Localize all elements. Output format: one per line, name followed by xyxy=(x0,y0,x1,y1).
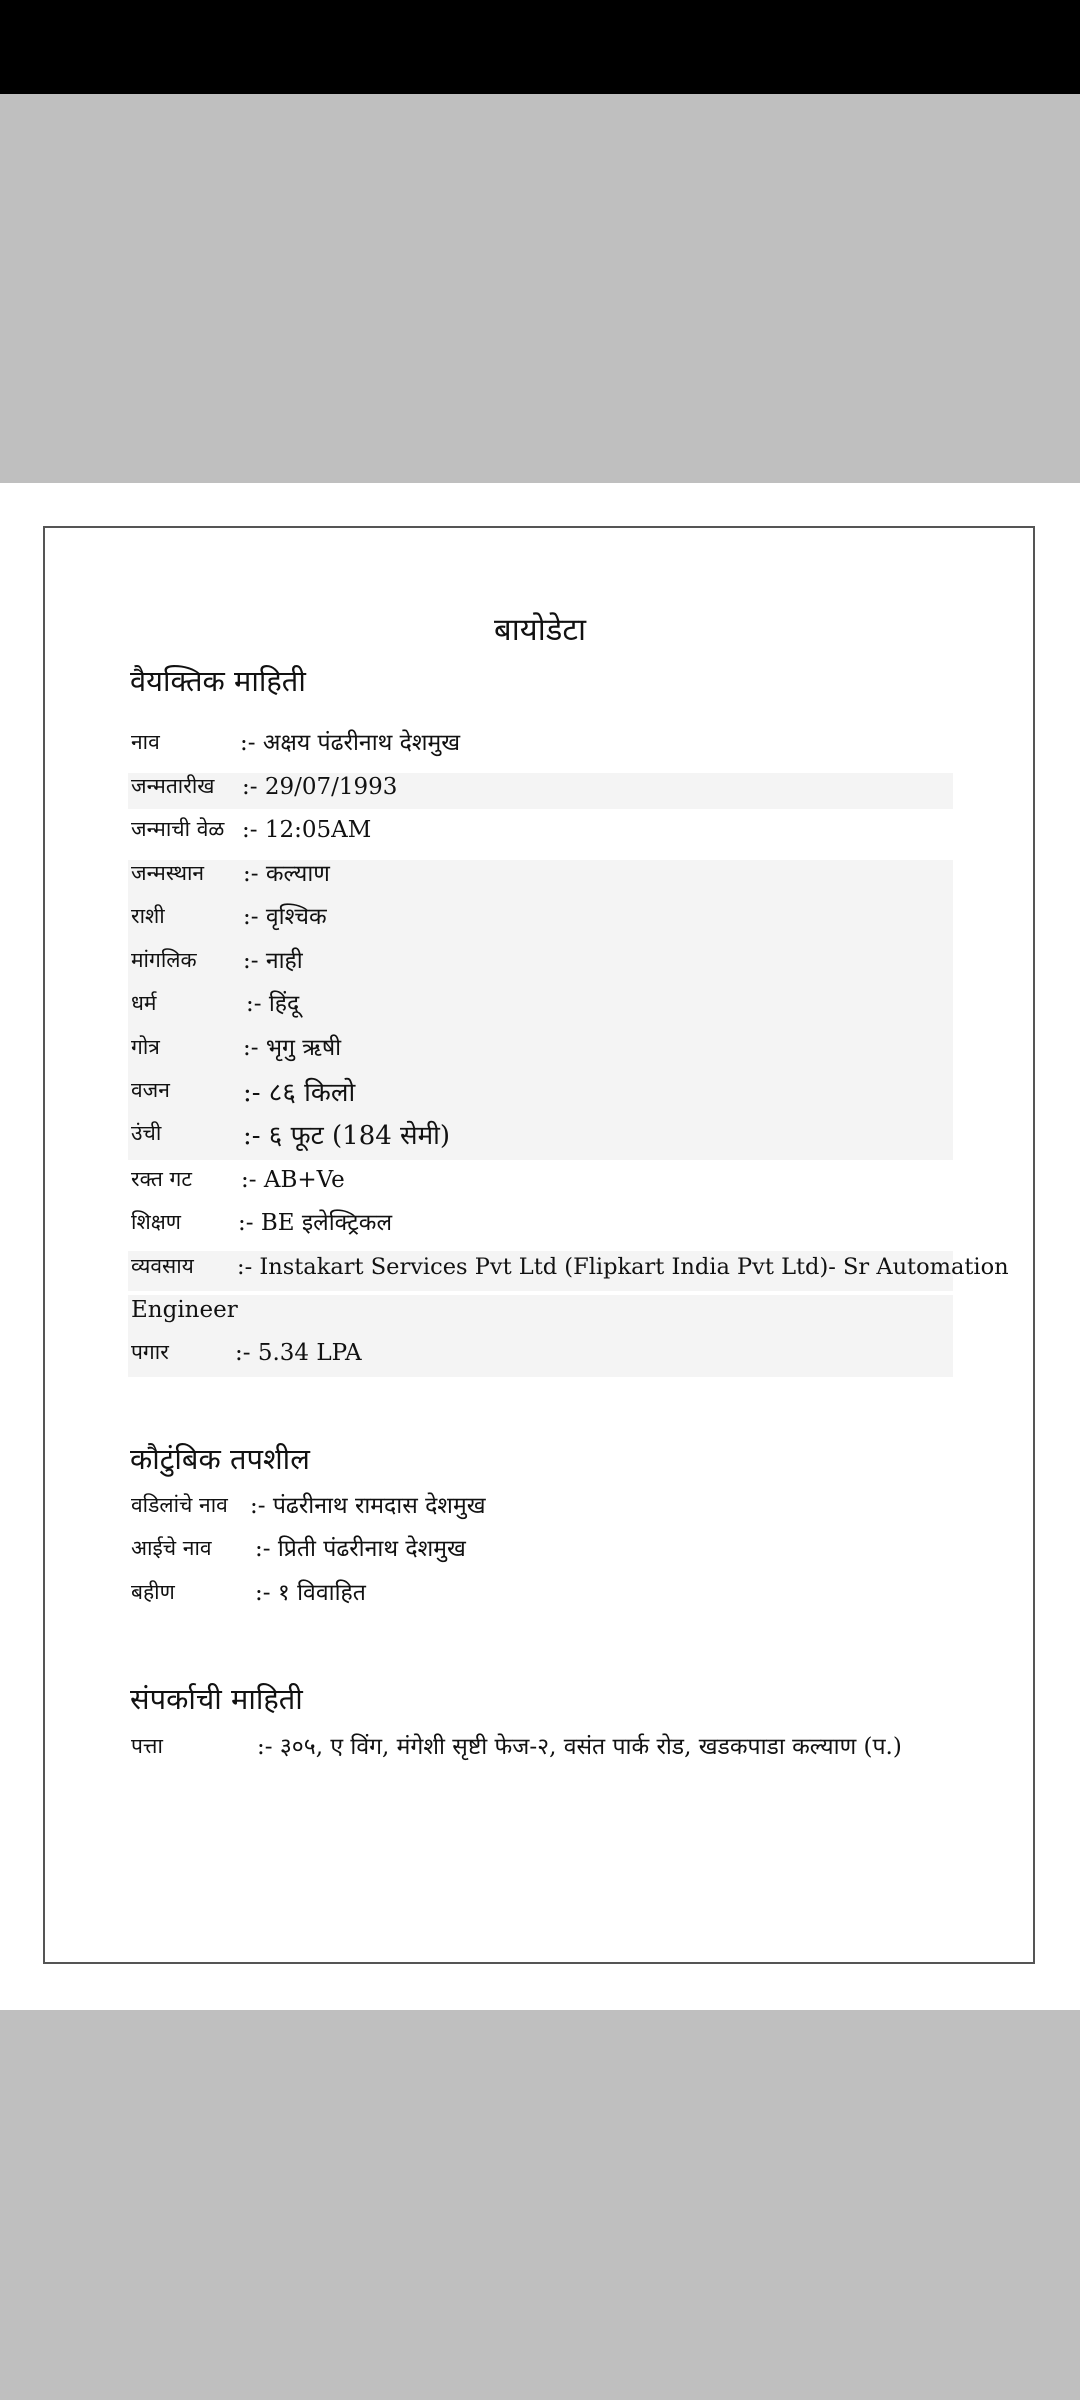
label-address: पत्ता xyxy=(131,1734,163,1758)
document-page[interactable] xyxy=(0,483,1080,2010)
value-religion: :- हिंदू xyxy=(246,991,300,1017)
value-gotra: :- भृगु ऋषी xyxy=(243,1035,342,1061)
label-manglik: मांगलिक xyxy=(131,948,197,972)
value-address: :- ३०५, ए विंग, मंगेशी सृष्टी फेज-२, वसंत पार्क रोड, खडकपाडा कल्याण (प.) xyxy=(257,1734,902,1760)
value-birthplace: :- कल्याण xyxy=(243,861,330,887)
value-birthtime: :- 12:05AM xyxy=(242,817,372,843)
label-weight: वजन xyxy=(131,1078,170,1102)
personal-info-heading: वैयक्तिक माहिती xyxy=(130,664,306,698)
value-birthdate: :- 29/07/1993 xyxy=(242,774,398,800)
label-salary: पगार xyxy=(131,1340,169,1364)
label-birthplace: जन्मस्थान xyxy=(131,861,205,885)
value-height: :- ६ फूट (184 सेमी) xyxy=(243,1121,451,1151)
value-mother-name: :- प्रिती पंढरीनाथ देशमुख xyxy=(255,1536,466,1562)
value-education: :- BE इलेक्ट्रिकल xyxy=(238,1210,393,1236)
label-religion: धर्म xyxy=(131,991,157,1015)
label-education: शिक्षण xyxy=(131,1210,181,1234)
family-details-heading: कौटुंबिक तपशील xyxy=(130,1442,310,1476)
label-height: उंची xyxy=(131,1121,162,1145)
label-blood-group: रक्त गट xyxy=(131,1167,192,1191)
label-birthtime: जन्माची वेळ xyxy=(131,817,225,841)
label-gotra: गोत्र xyxy=(131,1035,160,1059)
value-blood-group: :- AB+Ve xyxy=(241,1167,345,1193)
document-title: बायोडेटा xyxy=(494,612,586,648)
label-sister: बहीण xyxy=(131,1580,175,1604)
status-bar xyxy=(0,0,1080,94)
value-occupation: :- Instakart Services Pvt Ltd (Flipkart India Pvt Ltd)- Sr Automation xyxy=(237,1254,1009,1280)
value-weight: :- ८६ किलो xyxy=(243,1078,356,1108)
value-zodiac: :- वृश्चिक xyxy=(243,904,327,930)
label-birthdate: जन्मतारीख xyxy=(131,774,215,798)
contact-info-heading: संपर्काची माहिती xyxy=(130,1682,303,1716)
label-occupation: व्यवसाय xyxy=(131,1254,194,1278)
label-zodiac: राशी xyxy=(131,904,165,928)
value-sister: :- १ विवाहित xyxy=(255,1580,366,1606)
value-father-name: :- पंढरीनाथ रामदास देशमुख xyxy=(250,1493,486,1519)
value-salary: :- 5.34 LPA xyxy=(235,1340,362,1366)
label-mother-name: आईचे नाव xyxy=(131,1536,212,1560)
value-occupation-cont: Engineer xyxy=(131,1297,238,1323)
label-name: नाव xyxy=(131,730,160,754)
value-name: :- अक्षय पंढरीनाथ देशमुख xyxy=(240,730,461,756)
label-father-name: वडिलांचे नाव xyxy=(131,1493,228,1517)
value-manglik: :- नाही xyxy=(243,948,303,974)
